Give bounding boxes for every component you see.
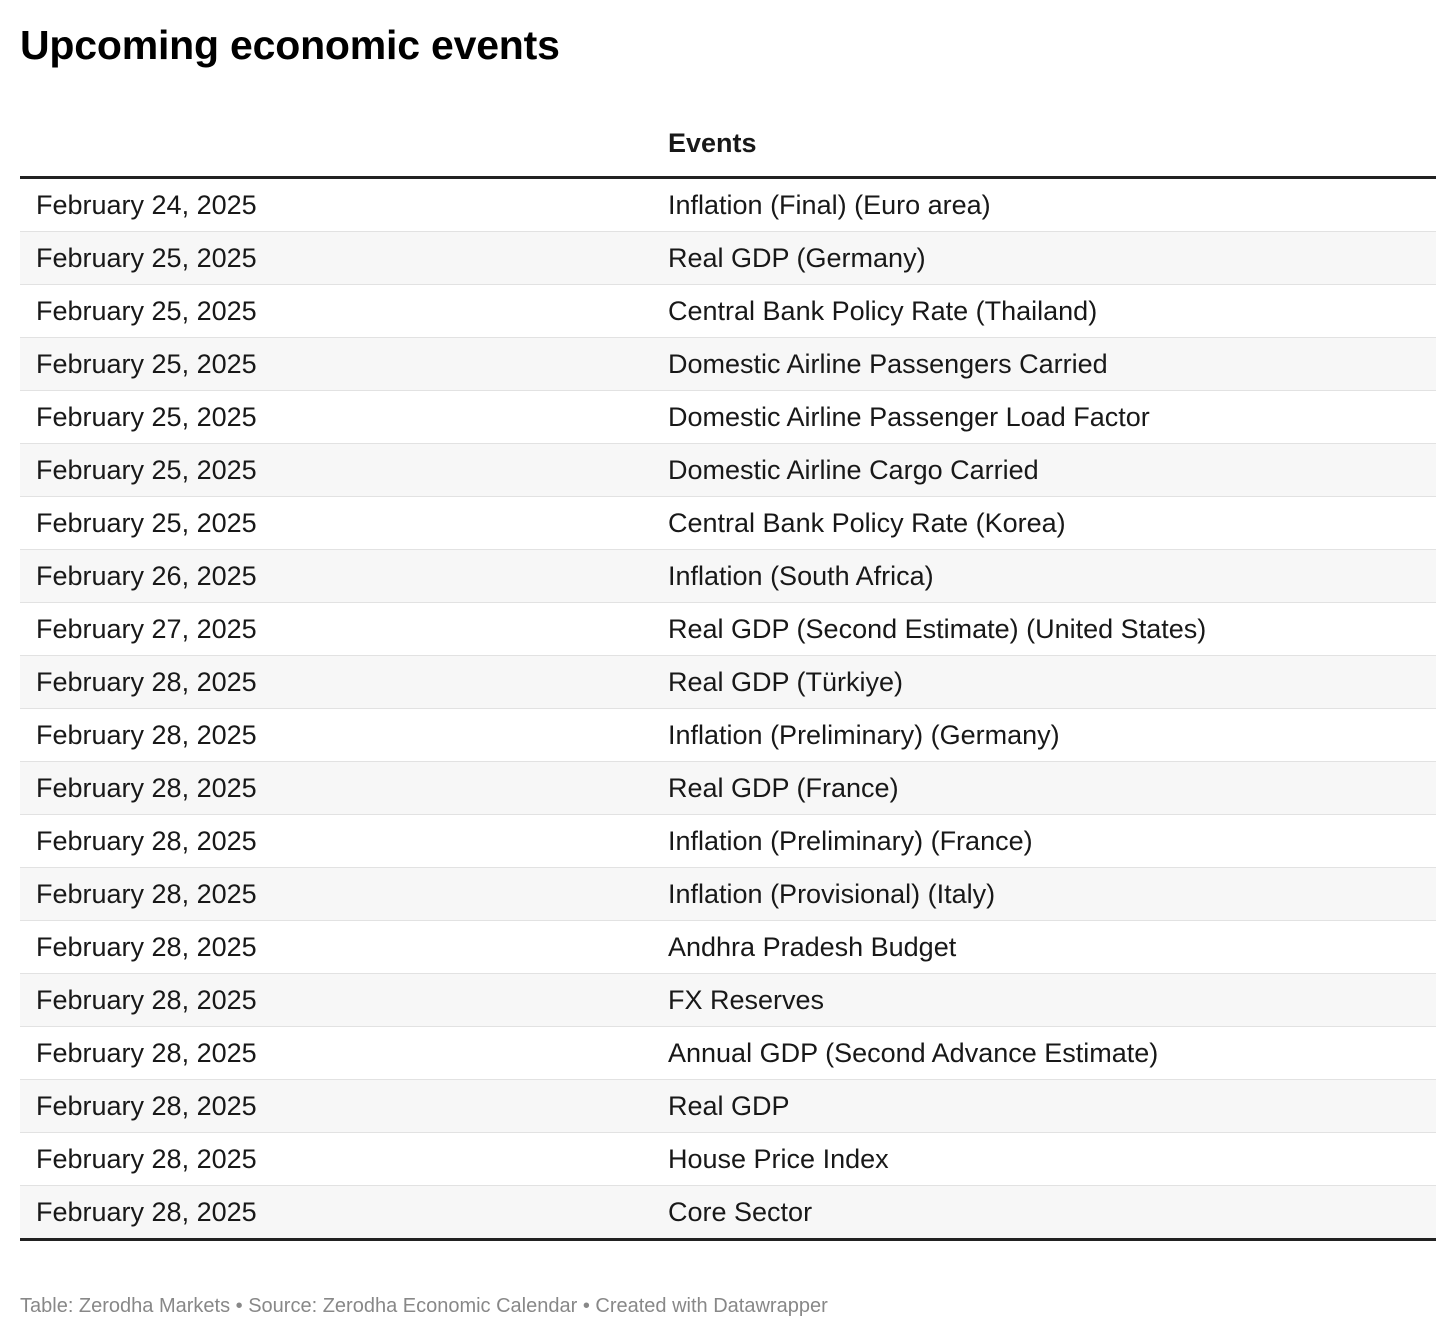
cell-event: Domestic Airline Cargo Carried — [652, 444, 1436, 497]
cell-event: Real GDP (Türkiye) — [652, 656, 1436, 709]
table-row — [20, 1080, 1436, 1133]
cell-date: February 28, 2025 — [20, 656, 652, 709]
events-table — [20, 110, 1436, 1241]
cell-event: Central Bank Policy Rate (Thailand) — [652, 285, 1436, 338]
cell-event: FX Reserves — [652, 974, 1436, 1027]
cell-date: February 25, 2025 — [20, 338, 652, 391]
cell-date: February 25, 2025 — [20, 232, 652, 285]
table-row — [20, 762, 1436, 815]
cell-date: February 28, 2025 — [20, 921, 652, 974]
table-row — [20, 656, 1436, 709]
cell-date: February 25, 2025 — [20, 391, 652, 444]
table-row — [20, 338, 1436, 391]
cell-date: February 28, 2025 — [20, 815, 652, 868]
cell-event: Inflation (Preliminary) (France) — [652, 815, 1436, 868]
cell-event: Core Sector — [652, 1186, 1436, 1240]
cell-date: February 27, 2025 — [20, 603, 652, 656]
table-row — [20, 232, 1436, 285]
cell-date: February 28, 2025 — [20, 974, 652, 1027]
cell-date: February 25, 2025 — [20, 497, 652, 550]
cell-date: February 28, 2025 — [20, 868, 652, 921]
table-header — [20, 110, 1436, 178]
table-row — [20, 868, 1436, 921]
header-row — [20, 110, 1436, 178]
cell-event: Andhra Pradesh Budget — [652, 921, 1436, 974]
table-row — [20, 391, 1436, 444]
cell-date: February 24, 2025 — [20, 178, 652, 232]
cell-event: Inflation (Provisional) (Italy) — [652, 868, 1436, 921]
cell-date: February 28, 2025 — [20, 709, 652, 762]
table-row — [20, 921, 1436, 974]
cell-date: February 25, 2025 — [20, 285, 652, 338]
table-row — [20, 709, 1436, 762]
cell-date: February 28, 2025 — [20, 1027, 652, 1080]
cell-date: February 28, 2025 — [20, 1133, 652, 1186]
table-row — [20, 1027, 1436, 1080]
cell-event: Inflation (Final) (Euro area) — [652, 178, 1436, 232]
table-body — [20, 178, 1436, 1240]
table-title: Upcoming economic events — [20, 22, 560, 68]
cell-event: Real GDP (Germany) — [652, 232, 1436, 285]
cell-event: Real GDP (Second Estimate) (United States) — [652, 603, 1436, 656]
table-row — [20, 1186, 1436, 1240]
cell-event: House Price Index — [652, 1133, 1436, 1186]
cell-date: February 25, 2025 — [20, 444, 652, 497]
table-row — [20, 974, 1436, 1027]
table-row — [20, 1133, 1436, 1186]
table-row — [20, 550, 1436, 603]
cell-event: Real GDP — [652, 1080, 1436, 1133]
cell-event: Real GDP (France) — [652, 762, 1436, 815]
cell-date: February 26, 2025 — [20, 550, 652, 603]
table-footer-credits: Table: Zerodha Markets • Source: Zerodha Economic Calendar • Created with Datawrapper — [20, 1295, 828, 1317]
cell-date: February 28, 2025 — [20, 1186, 652, 1240]
table-row — [20, 603, 1436, 656]
table-row — [20, 285, 1436, 338]
cell-event: Domestic Airline Passengers Carried — [652, 338, 1436, 391]
table-row — [20, 178, 1436, 232]
cell-event: Inflation (Preliminary) (Germany) — [652, 709, 1436, 762]
cell-event: Inflation (South Africa) — [652, 550, 1436, 603]
cell-event: Annual GDP (Second Advance Estimate) — [652, 1027, 1436, 1080]
cell-event: Domestic Airline Passenger Load Factor — [652, 391, 1436, 444]
table-row — [20, 815, 1436, 868]
cell-event: Central Bank Policy Rate (Korea) — [652, 497, 1436, 550]
table-row — [20, 444, 1436, 497]
events-table-container — [20, 110, 1436, 1241]
cell-date: February 28, 2025 — [20, 762, 652, 815]
column-header-events: Events — [652, 110, 1436, 178]
cell-date: February 28, 2025 — [20, 1080, 652, 1133]
column-header-date — [20, 110, 652, 178]
table-row — [20, 497, 1436, 550]
